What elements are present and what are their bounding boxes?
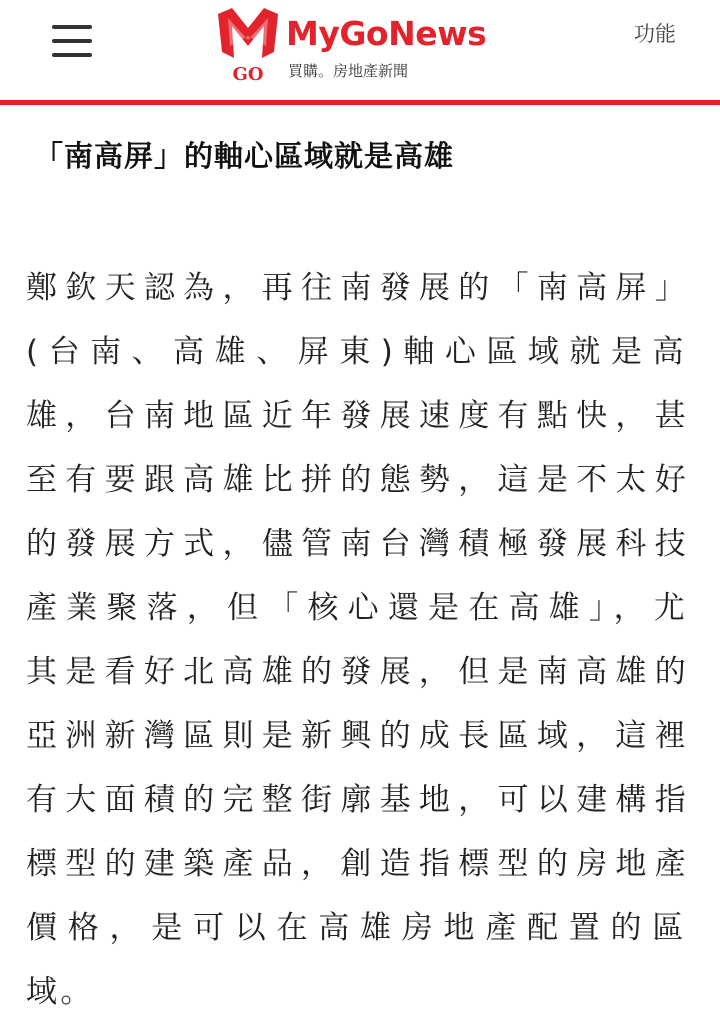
brand-name: MyGoNews: [286, 14, 487, 53]
header-divider: [0, 100, 720, 105]
article-body-line: 產業聚落，但「核心還是在高雄」，尤: [26, 590, 694, 626]
article-body-line: 亞洲新灣區則是新興的成長區域，這裡: [26, 718, 694, 754]
mygo-logo-mark-icon: [214, 6, 282, 84]
article-body-line: 其是看好北高雄的發展，但是南高雄的: [26, 654, 694, 690]
article-body: [26, 256, 696, 1020]
article-body-line: 域。: [26, 974, 95, 1010]
function-menu-link[interactable]: 功能: [634, 22, 676, 46]
article-body-line: 價格，是可以在高雄房地產配置的區: [26, 910, 694, 946]
logo-mark-text: GO: [232, 64, 264, 84]
article-body-line: 的發展方式，儘管南台灣積極發展科技: [26, 526, 694, 562]
menu-bar: [52, 25, 92, 29]
article-body-line: (台南、高雄、屏東)軸心區域就是高: [26, 334, 694, 370]
article-body-line: 鄭欽天認為，再往南發展的「南高屏」: [26, 270, 694, 306]
hamburger-menu-button[interactable]: [50, 22, 96, 62]
article-title: 「南高屏」的軸心區域就是高雄: [34, 139, 455, 173]
article-body-line: 有大面積的完整街廓基地，可以建構指: [26, 782, 694, 818]
menu-bar: [52, 53, 92, 57]
article-body-line: 至有要跟高雄比拼的態勢，這是不太好: [26, 462, 694, 498]
article-body-line: 標型的建築產品，創造指標型的房地產: [26, 846, 694, 882]
menu-bar: [52, 39, 92, 43]
article-body-line: 雄，台南地區近年發展速度有點快，甚: [26, 398, 694, 434]
site-header: [0, 0, 720, 100]
site-logo[interactable]: [214, 6, 514, 86]
brand-tagline: 買購。房地產新聞: [288, 62, 409, 80]
